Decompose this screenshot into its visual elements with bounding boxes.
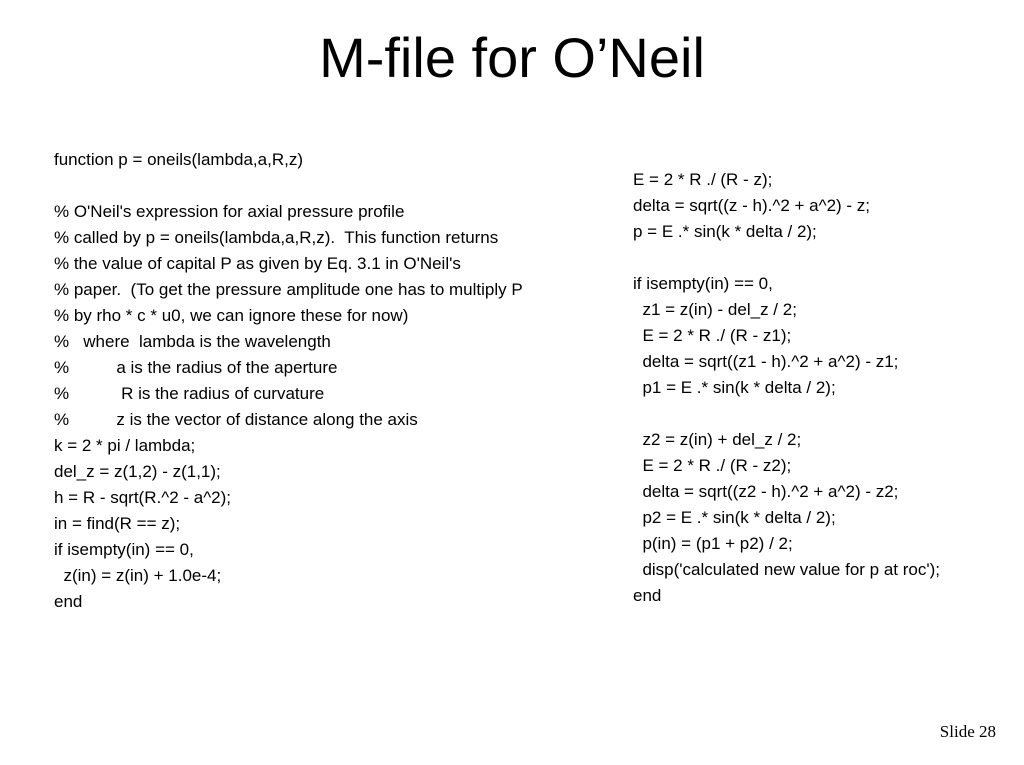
- code-line: if isempty(in) == 0,: [54, 540, 194, 559]
- right-code-column: [633, 167, 973, 609]
- code-line: del_z = z(1,2) - z(1,1);: [54, 462, 221, 481]
- code-line: delta = sqrt((z - h).^2 + a^2) - z;: [633, 196, 871, 215]
- code-line: end: [633, 586, 662, 605]
- code-line: p = E .* sin(k * delta / 2);: [633, 222, 817, 241]
- code-line: delta = sqrt((z2 - h).^2 + a^2) - z2;: [633, 482, 899, 501]
- code-line: p(in) = (p1 + p2) / 2;: [633, 534, 793, 553]
- code-line: % O'Neil's expression for axial pressure profile: [54, 202, 405, 221]
- code-line: % z is the vector of distance along the axis: [54, 410, 418, 429]
- blank-line: [633, 245, 973, 271]
- code-line: % R is the radius of curvature: [54, 384, 325, 403]
- code-line: % paper. (To get the pressure amplitude one has to multiply P: [54, 280, 523, 299]
- left-code-column: [54, 147, 594, 615]
- code-line: k = 2 * pi / lambda;: [54, 436, 196, 455]
- code-line: delta = sqrt((z1 - h).^2 + a^2) - z1;: [633, 352, 899, 371]
- blank-line: [633, 401, 973, 427]
- code-line: function p = oneils(lambda,a,R,z): [54, 150, 303, 169]
- code-line: p2 = E .* sin(k * delta / 2);: [633, 508, 836, 527]
- code-line: h = R - sqrt(R.^2 - a^2);: [54, 488, 232, 507]
- code-line: p1 = E .* sin(k * delta / 2);: [633, 378, 836, 397]
- code-line: % where lambda is the wavelength: [54, 332, 331, 351]
- code-line: z1 = z(in) - del_z / 2;: [633, 300, 797, 319]
- code-line: z2 = z(in) + del_z / 2;: [633, 430, 802, 449]
- code-line: if isempty(in) == 0,: [633, 274, 773, 293]
- code-line: in = find(R == z);: [54, 514, 181, 533]
- code-line: % the value of capital P as given by Eq. 3.1 in O'Neil's: [54, 254, 461, 273]
- code-line: % called by p = oneils(lambda,a,R,z). This function returns: [54, 228, 499, 247]
- blank-line: [54, 173, 594, 199]
- code-line: end: [54, 592, 83, 611]
- code-line: % by rho * c * u0, we can ignore these for now): [54, 306, 409, 325]
- code-line: E = 2 * R ./ (R - z);: [633, 170, 773, 189]
- code-line: E = 2 * R ./ (R - z2);: [633, 456, 792, 475]
- code-line: disp('calculated new value for p at roc');: [633, 560, 940, 579]
- code-line: % a is the radius of the aperture: [54, 358, 338, 377]
- code-line: E = 2 * R ./ (R - z1);: [633, 326, 792, 345]
- slide-title: M-file for O’Neil: [319, 26, 705, 89]
- slide-number: Slide 28: [939, 722, 996, 741]
- code-line: z(in) = z(in) + 1.0e-4;: [54, 566, 222, 585]
